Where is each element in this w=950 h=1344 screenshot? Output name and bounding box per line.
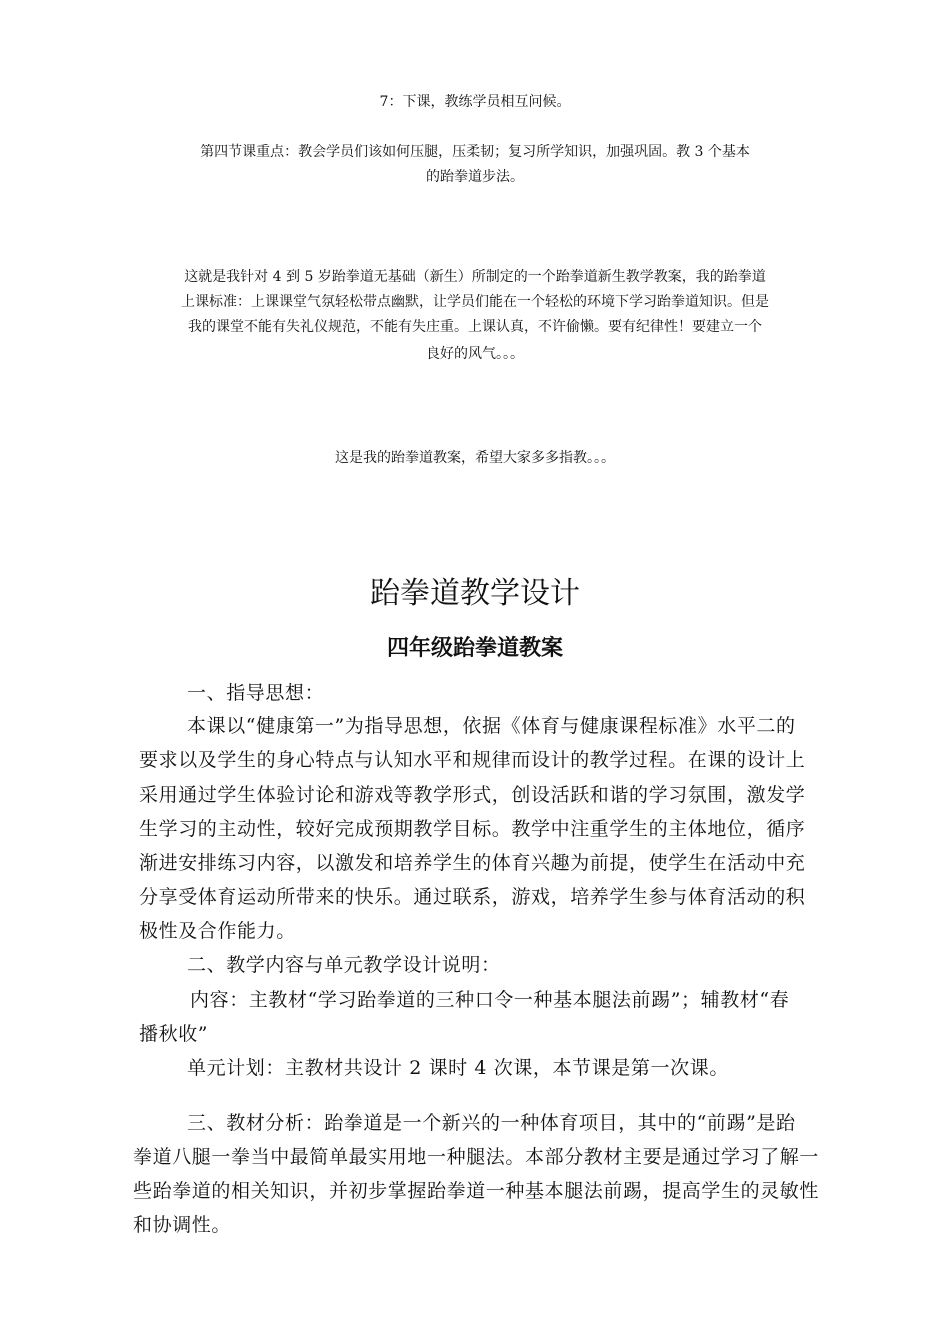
section2-content-line1: 内容：主教材“学习跆拳道的三种口令一种基本腿法前踢”；辅教材“春 [190, 989, 790, 1011]
section3-line: 拳道八腿一拳当中最简单最实用地一种腿法。本部分教材主要是通过学习了解一 [133, 1146, 820, 1168]
section1-line: 采用通过学生体验讨论和游戏等教学形式，创设活跃和谐的学习氛围，激发学 [139, 784, 806, 806]
lesson-step-7: 7：下课，教练学员相互问候。 [379, 94, 571, 110]
section2-heading: 二、教学内容与单元教学设计说明： [187, 954, 501, 976]
section2-unit-plan: 单元计划：主教材共设计 2 课时 4 次课，本节课是第一次课。 [187, 1057, 729, 1079]
section1-line: 渐进安排练习内容，以激发和培养学生的体育兴趣为前提，使学生在活动中充 [139, 852, 806, 874]
summary-line2: 上课标准：上课课堂气氛轻松带点幽默，让学员们能在一个轻松的环境下学习跆拳道知识。但是 [181, 294, 769, 310]
section1-line: 极性及合作能力。 [139, 920, 296, 942]
page-title: 跆拳道教学设计 [370, 576, 580, 611]
summary-line4: 良好的风气。。。 [426, 346, 524, 362]
section3-line: 和协调性。 [133, 1214, 232, 1236]
summary-line1: 这就是我针对 4 到 5 岁跆拳道无基础（新生）所制定的一个跆拳道新生教学教案，我的跆拳道 [184, 269, 766, 285]
section1-line: 生学习的主动性，较好完成预期教学目标。教学中注重学生的主体地位，循序 [139, 818, 806, 840]
section1-line: 本课以“健康第一”为指导思想，依据《体育与健康课程标准》水平二的 [187, 715, 796, 737]
section3-line: 三、教材分析：跆拳道是一个新兴的一种体育项目，其中的“前踢”是跆 [187, 1112, 796, 1134]
lesson4-focus-line1: 第四节课重点：教会学员们该如何压腿，压柔韧；复习所学知识，加强巩固。教 3 个基本 [200, 144, 750, 160]
section2-content-line2: 播秋收” [139, 1023, 209, 1045]
closing-line: 这是我的跆拳道教案，希望大家多多指教。。。 [335, 450, 615, 466]
page-subtitle: 四年级跆拳道教案 [386, 636, 563, 661]
section1-line: 分享受体育运动所带来的快乐。通过联系，游戏，培养学生参与体育活动的积 [139, 886, 806, 908]
summary-line3: 我的课堂不能有失礼仪规范，不能有失庄重。上课认真，不许偷懒。要有纪律性！要建立一个 [188, 319, 762, 335]
lesson4-focus-line2: 的跆拳道步法。 [426, 169, 524, 185]
section1-heading: 一、指导思想： [187, 682, 325, 704]
section1-line: 要求以及学生的身心特点与认知水平和规律而设计的教学过程。在课的设计上 [139, 749, 806, 771]
section3-line: 些跆拳道的相关知识，并初步掌握跆拳道一种基本腿法前踢，提高学生的灵敏性 [133, 1180, 820, 1202]
